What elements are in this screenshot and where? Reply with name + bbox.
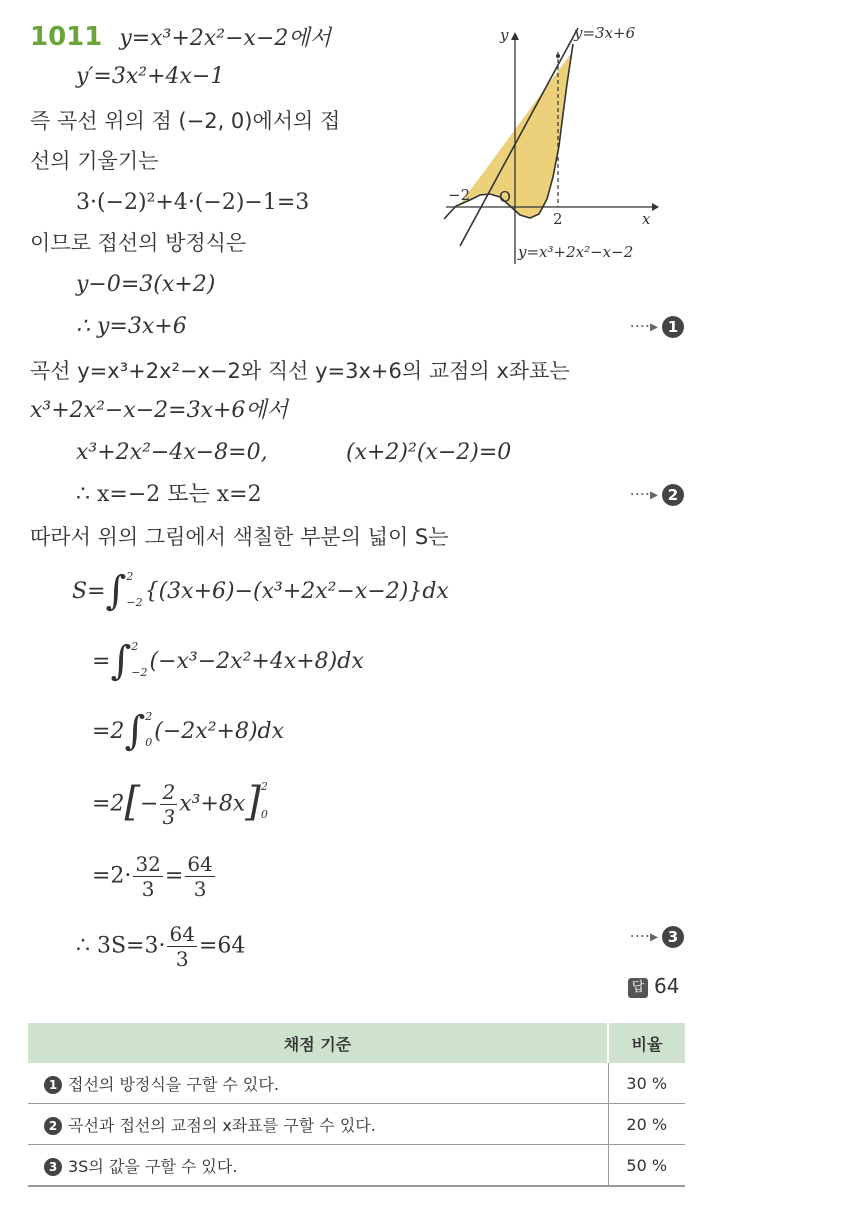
arrow-icon: ····▸ [629, 316, 658, 336]
integrand: (−x³−2x²+4x+8)dx [149, 649, 364, 674]
table-row [28, 1145, 685, 1187]
factored-equation: (x+2)²(x−2)=0 [346, 440, 512, 465]
problem-number: 1011 [30, 22, 103, 52]
answer-icon: 답 [628, 978, 648, 998]
tangent-line-label: y=3x+6 [574, 24, 636, 42]
intersection-equation: x³+2x²−x−2=3x+6에서 [30, 398, 288, 423]
table-header-row [28, 1023, 685, 1063]
denominator: 3 [175, 947, 189, 971]
criteria-text: 곡선과 접선의 교점의 x좌표를 구할 수 있다. [68, 1115, 376, 1135]
denominator: 3 [162, 805, 176, 829]
denominator: 3 [193, 877, 207, 901]
criteria-cell [28, 1104, 608, 1145]
numerator: 2 [162, 780, 176, 804]
right-bracket: ] [245, 778, 261, 825]
ratio-cell: 20 % [608, 1104, 685, 1145]
result-value: =64 [198, 933, 246, 959]
upper-limit: 2 [126, 570, 134, 583]
lower-limit: −2 [126, 596, 143, 609]
integral-sign: ∫ [105, 568, 127, 614]
fraction [160, 780, 177, 829]
arrow-icon: ····▸ [629, 926, 658, 946]
answer-value: 64 [654, 974, 680, 998]
final-result [76, 922, 245, 971]
circled-number-icon: 3 [662, 926, 684, 948]
text-line-13: 따라서 위의 그림에서 색칠한 부분의 넓이 S는 [30, 525, 449, 549]
circled-number-icon: 3 [44, 1158, 62, 1176]
integrand: (−2x²+8)dx [154, 719, 285, 744]
text-line-9: 곡선 y=x³+2x²−x−2와 직선 y=3x+6의 교점의 x좌표는 [30, 359, 570, 383]
step-marker-3 [630, 926, 684, 948]
integral-sign: ∫ [124, 708, 146, 754]
text-line-4: 선의 기울기는 [30, 149, 159, 173]
left-bracket: [ [124, 778, 141, 825]
tick-label-2: 2 [553, 210, 563, 228]
derivative-line: y′=3x²+4x−1 [76, 64, 225, 89]
upper-limit: 2 [145, 710, 153, 723]
graph [440, 14, 690, 272]
answer [628, 974, 679, 998]
origin-label: O [499, 188, 511, 206]
lower-limit: 0 [260, 807, 268, 821]
ratio-cell: 50 % [608, 1145, 685, 1187]
integral-lhs: S= [72, 579, 106, 604]
cubic-curve-label: y=x³+2x²−x−2 [518, 243, 634, 261]
integral-limits [126, 571, 142, 609]
minus-sign: − [140, 791, 159, 817]
step-marker-1 [630, 316, 684, 338]
table-row [28, 1104, 685, 1145]
text-line-3: 즉 곡선 위의 점 (−2, 0)에서의 접 [30, 109, 341, 133]
intersection-result: ∴ x=−2 또는 x=2 [76, 482, 262, 507]
ratio-cell: 30 % [608, 1063, 685, 1104]
numerator: 64 [169, 922, 195, 946]
tangent-point-form: y−0=3(x+2) [76, 272, 216, 297]
scoring-table [28, 1023, 685, 1187]
antiderivative-terms: x³+8x [179, 791, 246, 817]
curve-equation: y=x³+2x²−x−2에서 [119, 26, 331, 51]
y-axis-arrow-icon [511, 32, 519, 40]
integral-limits [145, 711, 152, 749]
integral-sign: ∫ [110, 638, 132, 684]
integral-2 [92, 638, 364, 684]
integral-limits [131, 641, 147, 679]
criteria-cell [28, 1145, 608, 1187]
coefficient: =2· [92, 863, 132, 889]
numerator: 64 [187, 852, 213, 876]
lower-limit: −2 [131, 666, 148, 679]
fraction [167, 922, 196, 971]
upper-limit: 2 [260, 779, 268, 793]
slope-calc: 3·(−2)²+4·(−2)−1=3 [76, 190, 310, 215]
integral-1 [72, 568, 449, 614]
criteria-text: 3S의 값을 구할 수 있다. [68, 1156, 238, 1176]
x-axis-arrow-icon [652, 203, 659, 211]
arrow-icon: ····▸ [629, 484, 658, 504]
intersection-point [556, 54, 560, 58]
evaluation-limits [261, 781, 268, 821]
equals-sign: = [164, 863, 184, 889]
coefficient: =2 [92, 791, 125, 817]
y-axis-label: y [500, 26, 509, 44]
coefficient: =2 [92, 719, 125, 744]
table-row [28, 1063, 685, 1104]
circled-number-icon: 1 [44, 1076, 62, 1094]
tick-label-minus-2: −2 [448, 186, 471, 204]
circled-number-icon: 1 [662, 316, 684, 338]
integrand: {(3x+6)−(x³+2x²−x−2)}dx [144, 579, 449, 604]
step-marker-2 [630, 484, 684, 506]
fraction [133, 852, 162, 901]
antiderivative [92, 780, 270, 829]
fraction [185, 852, 214, 901]
numerator: 32 [135, 852, 161, 876]
equals-sign: = [92, 649, 111, 674]
lower-limit: 0 [145, 736, 153, 749]
tangent-result: ∴ y=3x+6 [76, 314, 187, 339]
header-criteria: 채점 기준 [28, 1023, 608, 1063]
result-prefix: ∴ 3S=3· [76, 933, 166, 959]
criteria-text: 접선의 방정식을 구할 수 있다. [68, 1074, 279, 1094]
integral-3 [92, 708, 285, 754]
text-line-6: 이므로 접선의 방정식은 [30, 231, 247, 255]
circled-number-icon: 2 [662, 484, 684, 506]
header-ratio: 비율 [608, 1023, 685, 1063]
evaluation [92, 852, 217, 901]
problem-line-1 [30, 22, 331, 54]
circled-number-icon: 2 [44, 1117, 62, 1135]
x-axis-label: x [642, 210, 651, 228]
denominator: 3 [141, 877, 155, 901]
cubic-equation: x³+2x²−4x−8=0, [76, 440, 268, 465]
upper-limit: 2 [131, 640, 139, 653]
criteria-cell [28, 1063, 608, 1104]
